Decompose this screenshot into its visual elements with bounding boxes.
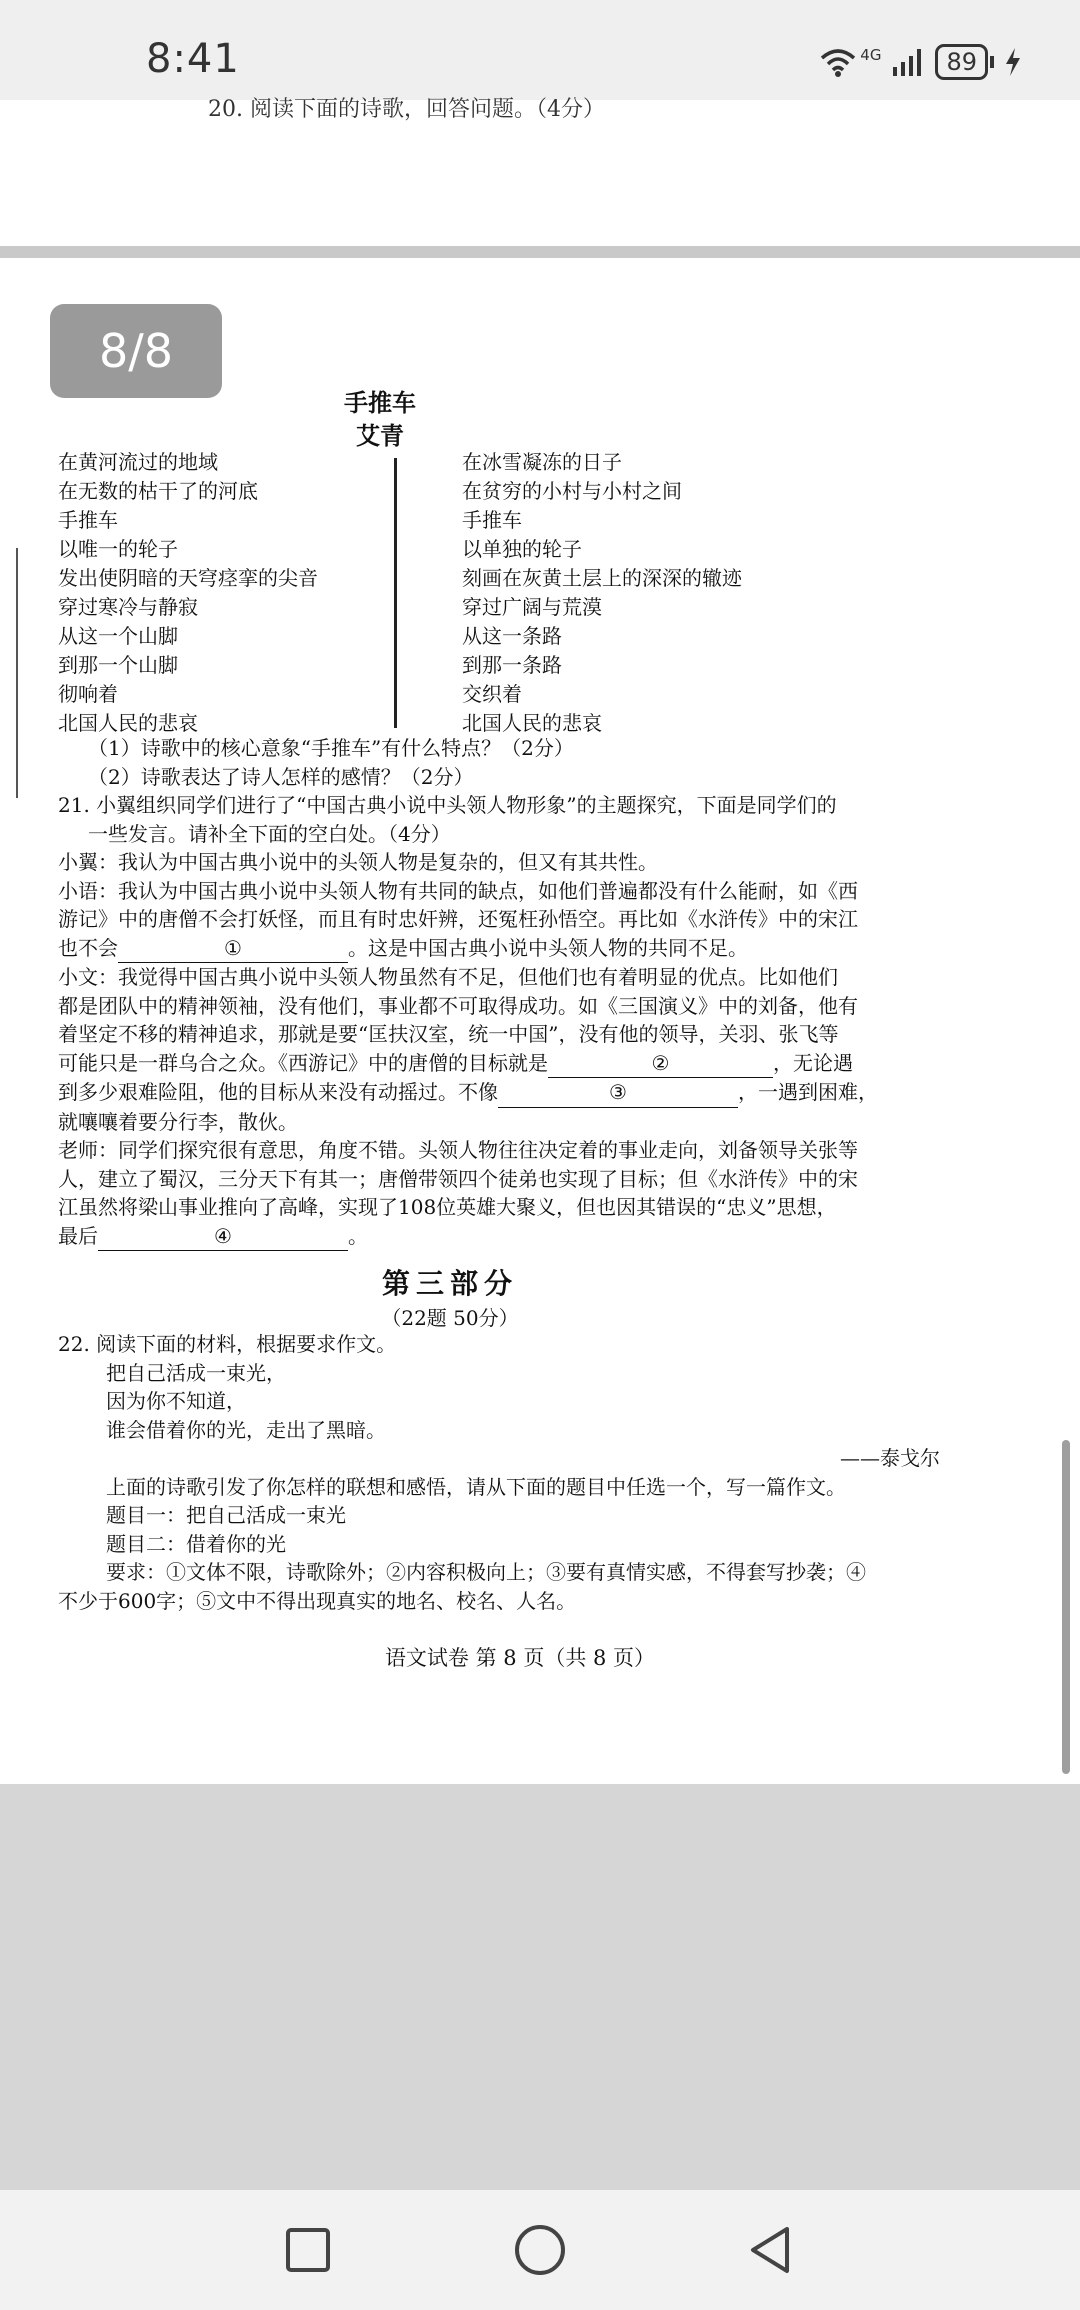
status-bar xyxy=(0,0,1080,100)
q22-requirements-line2: 不少于600字；⑤文中不得出现真实的地名、校名、人名。 xyxy=(58,1588,577,1613)
page-footer: 语文试卷 第 8 页（共 8 页） xyxy=(384,1646,656,1670)
answer-blank-2[interactable]: ② xyxy=(548,1049,773,1079)
q22-poem-line: 把自己活成一束光， xyxy=(106,1360,286,1385)
back-button[interactable] xyxy=(740,2220,800,2280)
poem-divider xyxy=(394,458,397,728)
battery-level: 89 xyxy=(935,44,988,80)
q21-xiaowen-line6: 就嚷嚷着要分行李，散伙。 xyxy=(58,1109,298,1134)
q22-poem-line: 谁会借着你的光，走出了黑暗。 xyxy=(106,1417,386,1442)
signal-icon xyxy=(891,47,925,77)
q22-attribution: ——泰戈尔 xyxy=(840,1446,940,1470)
q21-xiaoyu-line2: 游记》中的唐僧不会打妖怪，而且有时忠奸辨，还冤枉孙悟空。再比如《水浒传》中的宋江 xyxy=(58,907,858,931)
circle-icon xyxy=(513,2223,567,2277)
previous-page-text: 20. 阅读下面的诗歌，回答问题。（4分） xyxy=(208,97,605,122)
q22-poem-line: 因为你不知道， xyxy=(106,1389,246,1413)
system-icons xyxy=(818,40,1022,84)
recent-apps-button[interactable] xyxy=(278,2220,338,2280)
poem-line: 手推车 xyxy=(462,508,522,532)
poem-line: 彻响着 xyxy=(58,682,118,706)
poem-line: 从这一条路 xyxy=(462,624,562,648)
q22-topic-1: 题目一：把自己活成一束光 xyxy=(106,1503,346,1527)
text-segment: 。 xyxy=(348,1223,368,1248)
part-3-title: 第三部分 xyxy=(381,1267,518,1300)
question-22 xyxy=(58,1330,940,1615)
text-segment: 最后 xyxy=(58,1223,98,1248)
poem-line: 到那一条路 xyxy=(462,653,562,677)
poem-title: 手推车 xyxy=(344,388,416,417)
q21-xiaowen-line2: 都是团队中的精神领袖，没有他们，事业都不可取得成功。如《三国演义》中的刘备，他有 xyxy=(58,993,858,1018)
q22-requirements-line1: 要求：①文体不限，诗歌除外；②内容积极向上；③要有真情实感，不得套写抄袭；④ xyxy=(106,1560,866,1584)
q21-xiaowen-line5 xyxy=(58,1078,940,1108)
poem-line: 手推车 xyxy=(58,508,118,532)
poem-line: 穿过寒冷与静寂 xyxy=(58,595,198,619)
poem-line: 以唯一的轮子 xyxy=(58,537,178,561)
poem-heading xyxy=(300,386,460,452)
question-20-21 xyxy=(58,734,940,1251)
text-segment: ，一遇到困难， xyxy=(738,1080,878,1104)
q21-teacher-line3: 江虽然将梁山事业推向了高峰，实现了108位英雄大聚义，但也因其错误的“忠义”思想， xyxy=(58,1195,837,1219)
q21-xiaoyi: 小翼：我认为中国古典小说中的头领人物是复杂的，但又有其共性。 xyxy=(58,850,658,874)
q22-topic-2: 题目二：借着你的光 xyxy=(106,1531,286,1556)
q20-sub2: （2）诗歌表达了诗人怎样的感情？（2分） xyxy=(88,764,474,789)
q21-teacher-line2: 人，建立了蜀汉，三分天下有其一；唐僧带领四个徒弟也实现了目标；但《水浒传》中的宋 xyxy=(58,1166,858,1191)
poem-line: 交织着 xyxy=(462,682,522,706)
poem-left-column xyxy=(58,448,318,738)
poem-line: 在冰雪凝冻的日子 xyxy=(462,450,622,474)
q21-xiaowen-line3: 着坚定不移的精神追求，那就是要“匡扶汉室，统一中国”，没有他的领导，关羽、张飞等 xyxy=(58,1022,839,1046)
part-3-subtitle: （22题 50分） xyxy=(381,1306,519,1330)
clock: 8:41 xyxy=(146,36,240,82)
q22-prompt: 上面的诗歌引发了你怎样的联想和感悟，请从下面的题目中任选一个，写一篇作文。 xyxy=(106,1474,846,1499)
answer-blank-4[interactable]: ④ xyxy=(98,1222,348,1252)
poem-line: 刻画在灰黄土层上的深深的辙迹 xyxy=(462,566,742,590)
answer-blank-1[interactable]: ① xyxy=(118,934,348,964)
q21-xiaowen-line4 xyxy=(58,1049,940,1079)
q21-xiaoyu-line3 xyxy=(58,934,940,964)
text-segment: 可能只是一群乌合之众。《西游记》中的唐僧的目标就是 xyxy=(58,1050,548,1075)
poem-line: 北国人民的悲哀 xyxy=(462,711,602,735)
poem-line: 发出使阴暗的天穹痉挛的尖音 xyxy=(58,566,318,590)
q21-xiaoyu-line1: 小语：我认为中国古典小说中头领人物有共同的缺点，如他们普遍都没有什么能耐，如《西 xyxy=(58,878,858,903)
poem-line: 从这一个山脚 xyxy=(58,624,178,648)
navigation-bar xyxy=(0,2190,1080,2310)
q21-intro-line1: 21. 小翼组织同学们进行了“中国古典小说中头领人物形象”的主题探究，下面是同学们的 xyxy=(58,793,837,817)
q21-teacher-line1: 老师：同学们探究很有意思，角度不错。头领人物往往决定着的事业走向，刘备领导关张等 xyxy=(58,1138,858,1162)
q20-sub1: （1）诗歌中的核心意象“手推车”有什么特点？（2分） xyxy=(88,736,574,760)
q21-teacher-line4 xyxy=(58,1222,940,1252)
poem-line: 北国人民的悲哀 xyxy=(58,711,198,735)
poem-author: 艾青 xyxy=(356,421,404,450)
text-segment: 。这是中国古典小说中头领人物的共同不足。 xyxy=(348,935,748,960)
poem-line: 在贫穷的小村与小村之间 xyxy=(462,479,682,503)
poem-line: 到那一个山脚 xyxy=(58,653,178,677)
text-segment: ，无论遇 xyxy=(773,1050,853,1075)
wifi-icon xyxy=(818,46,858,78)
home-button[interactable] xyxy=(510,2220,570,2280)
q21-intro-line2: 一些发言。请补全下面的空白处。（4分） xyxy=(88,821,451,846)
network-type-label: 4G xyxy=(860,46,882,64)
page-indicator: 8/8 xyxy=(50,304,222,398)
scrollbar[interactable] xyxy=(1062,1440,1070,1774)
answer-blank-3[interactable]: ③ xyxy=(498,1078,738,1108)
text-segment: 到多少艰难险阻，他的目标从来没有动摇过。不像 xyxy=(58,1080,498,1104)
poem-right-column xyxy=(462,448,742,738)
square-icon xyxy=(284,2226,332,2274)
back-triangle-icon xyxy=(745,2225,795,2275)
document-page[interactable] xyxy=(0,258,1080,1784)
page-separator xyxy=(0,246,1080,258)
margin-mark xyxy=(16,548,18,798)
q21-xiaowen-line1: 小文：我觉得中国古典小说中头领人物虽然有不足，但他们也有着明显的优点。比如他们 xyxy=(58,965,838,989)
poem-line: 在无数的枯干了的河底 xyxy=(58,479,258,503)
q22-intro: 22. 阅读下面的材料，根据要求作文。 xyxy=(58,1332,397,1356)
poem-line: 以单独的轮子 xyxy=(462,537,582,561)
text-segment: 也不会 xyxy=(58,935,118,960)
poem-line: 在黄河流过的地域 xyxy=(58,450,218,474)
previous-page-tail xyxy=(0,97,1080,246)
poem-line: 穿过广阔与荒漠 xyxy=(462,595,602,619)
charging-icon xyxy=(1004,47,1022,77)
